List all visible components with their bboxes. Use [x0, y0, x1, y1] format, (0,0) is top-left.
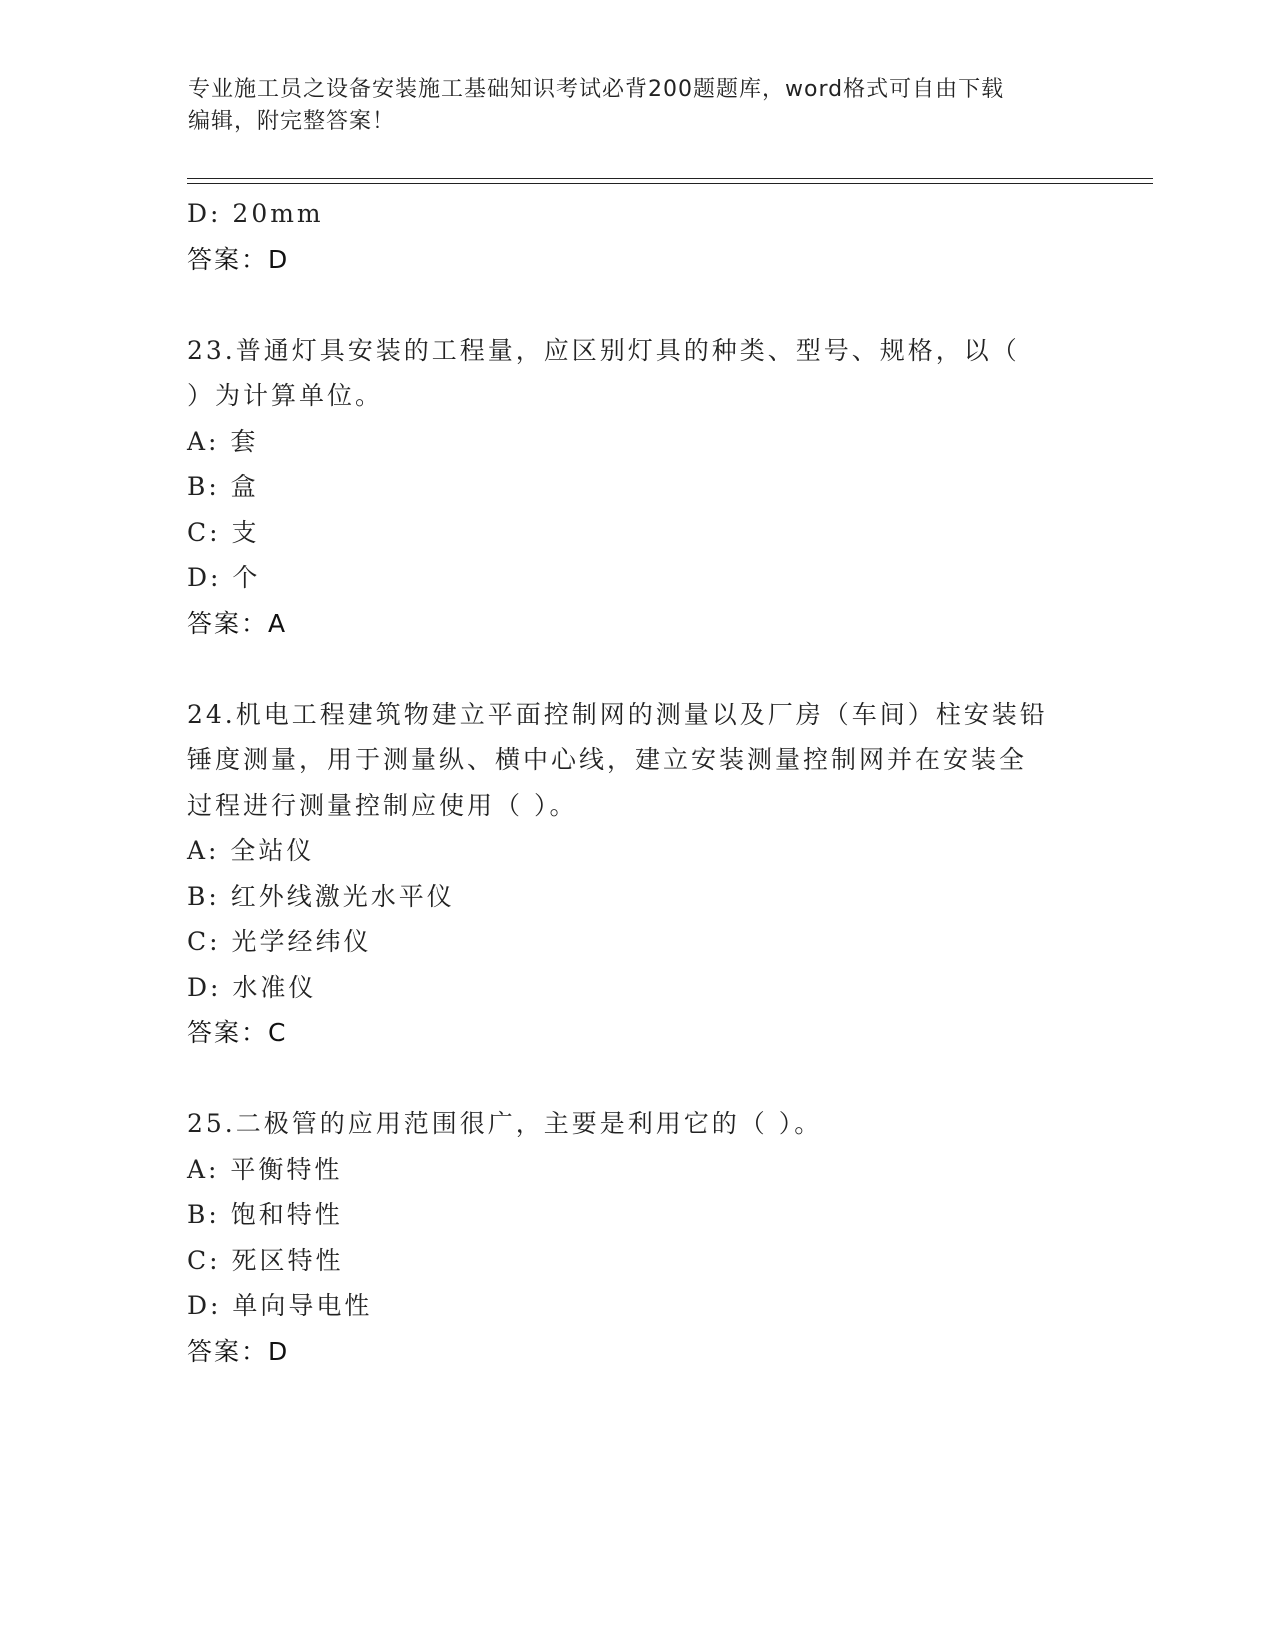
question-list [187, 191, 1087, 1374]
option-b: B: 红外线激光水平仪 [187, 881, 455, 911]
answer: 答案：C [187, 1018, 288, 1047]
option-d: D: 个 [187, 563, 261, 592]
header-line-1: 专业施工员之设备安装施工基础知识考试必背200题题库，word格式可自由下载 [188, 77, 1005, 102]
spacer [187, 282, 1087, 328]
option-a: A: 平衡特性 [187, 1154, 343, 1184]
question-24 [187, 692, 1087, 1056]
answer: 答案：D [187, 244, 290, 274]
question-stem-line: 过程进行测量控制应使用（ ）。 [187, 790, 578, 820]
spacer [187, 1056, 1087, 1102]
option-d: D: 单向导电性 [187, 1291, 373, 1320]
header-rule-bottom [187, 183, 1153, 184]
question-stem-line: 25.二极管的应用范围很广，主要是利用它的（ ）。 [187, 1109, 823, 1138]
answer: 答案：A [187, 608, 288, 638]
spacer [187, 646, 1087, 692]
question-23 [187, 328, 1087, 647]
header-rule-top [187, 178, 1153, 179]
option-b: B: 饱和特性 [187, 1200, 343, 1229]
header-line-2: 编辑，附完整答案！ [188, 109, 396, 134]
question-stem-line: 23.普通灯具安装的工程量，应区别灯具的种类、型号、规格，以（ [187, 335, 1020, 365]
option-c: C: 光学经纬仪 [187, 927, 372, 956]
question-stem-line: 锤度测量，用于测量纵、横中心线，建立安装测量控制网并在安装全 [187, 745, 1028, 774]
option-c: C: 支 [187, 517, 260, 547]
option-a: A: 套 [187, 426, 259, 456]
question-stem-line: ）为计算单位。 [187, 381, 384, 410]
question-22-tail [187, 191, 1087, 282]
document-header [188, 74, 1088, 138]
option-c: C: 死区特性 [187, 1245, 344, 1275]
option-b: B: 盒 [187, 472, 259, 501]
option-a: A: 全站仪 [187, 836, 315, 865]
question-stem-line: 24.机电工程建筑物建立平面控制网的测量以及厂房（车间）柱安装铅 [187, 699, 1048, 729]
answer: 答案：D [187, 1336, 290, 1366]
question-25 [187, 1101, 1087, 1374]
option-d: D: 20mm [187, 199, 324, 228]
option-d: D: 水准仪 [187, 972, 317, 1002]
